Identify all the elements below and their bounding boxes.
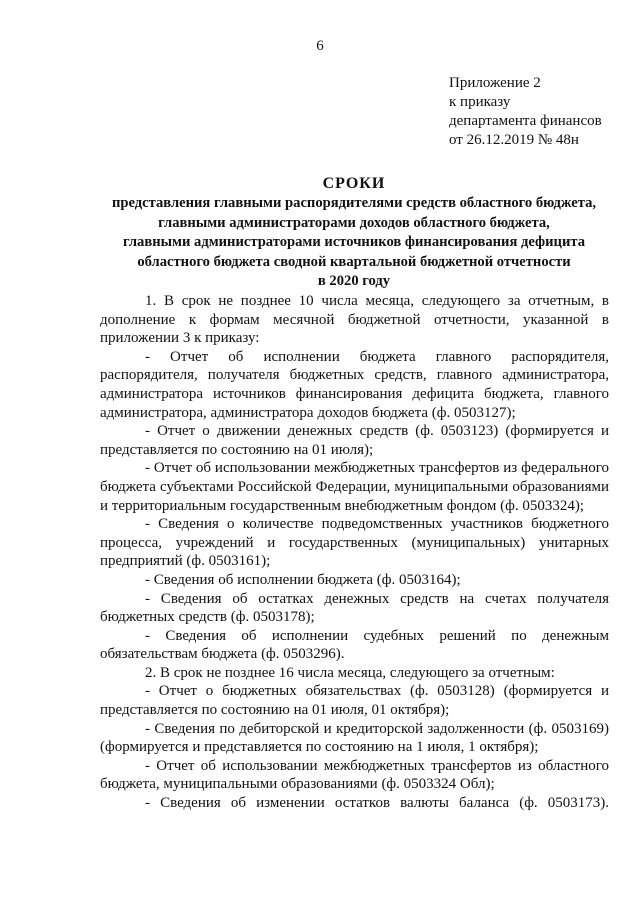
appendix-line: Приложение 2 — [449, 75, 541, 91]
list-item: - Отчет об использовании межбюджетных трансфертов из областного бюджета, муниципальными образованиями (ф. 0503324 Обл); — [100, 757, 609, 793]
paragraph-section-1-intro: 1. В срок не позднее 10 числа месяца, следующего за отчетным, в дополнение к формам месячной бюджетной отчетности, указанной в приложении 3 к приказу: — [100, 293, 609, 347]
list-item: - Отчет об использовании межбюджетных трансфертов из федерального бюджета субъектами Российской Федерации, муниципальными образованиями и территориальным государственным внебюджетным фондом (ф. 0503324); — [100, 460, 609, 514]
subtitle-line: представления главными распорядителями средств областного бюджета, — [111, 195, 597, 211]
subtitle-line: главными администраторами источников финансирования дефицита — [122, 234, 586, 250]
list-item: - Сведения о количестве подведомственных участников бюджетного процесса, учреждений и государственных (муниципальных) унитарных предприятий (ф. 0503161); — [100, 516, 609, 570]
list-item: - Отчет о движении денежных средств (ф. 0503123) (формируется и представляется по состоянию на 01 июля); — [100, 423, 609, 458]
list-item: - Сведения об остатках денежных средств на счетах получателя бюджетных средств (ф. 0503178); — [100, 590, 609, 626]
page-number: 6 — [316, 38, 324, 54]
list-item: - Сведения об исполнении судебных решений по денежным обязательствам бюджета (ф. 0503296). — [100, 627, 609, 663]
appendix-line: департамента финансов — [449, 113, 602, 129]
paragraph-section-2-intro: 2. В срок не позднее 16 числа месяца, следующего за отчетным: — [145, 664, 555, 681]
subtitle-line: областного бюджета сводной квартальной бюджетной отчетности — [137, 253, 571, 270]
document-body — [100, 292, 609, 813]
list-item: - Отчет об исполнении бюджета главного распорядителя, распорядителя, получателя бюджетных средств, главного администратора, администратора источников финансирования дефицита бюджета, главного администратора, администратора доходов бюджета (ф. 0503127); — [100, 348, 609, 421]
subtitle-line: в 2020 году — [317, 273, 391, 289]
subtitle-line: главными администраторами доходов областного бюджета, — [158, 214, 550, 231]
appendix-line: от 26.12.2019 № 48н — [449, 132, 579, 148]
appendix-reference — [449, 74, 602, 150]
list-item: - Отчет о бюджетных обязательствах (ф. 0503128) (формируется и представляется по состоянию на 01 июля, 01 октября); — [100, 683, 609, 719]
document-title: СРОКИ — [322, 175, 386, 192]
list-item: - Сведения по дебиторской и кредиторской задолженности (ф. 0503169) (формируется и представляется по состоянию на 1 июля, 1 октября); — [100, 720, 609, 756]
document-title-block — [100, 174, 608, 292]
list-item: - Сведения об исполнении бюджета (ф. 0503164); — [145, 571, 461, 588]
list-item: - Сведения об изменении остатков валюты баланса (ф. 0503173). — [145, 795, 609, 812]
appendix-line: к приказу — [449, 94, 511, 110]
document-subtitle — [100, 194, 608, 292]
